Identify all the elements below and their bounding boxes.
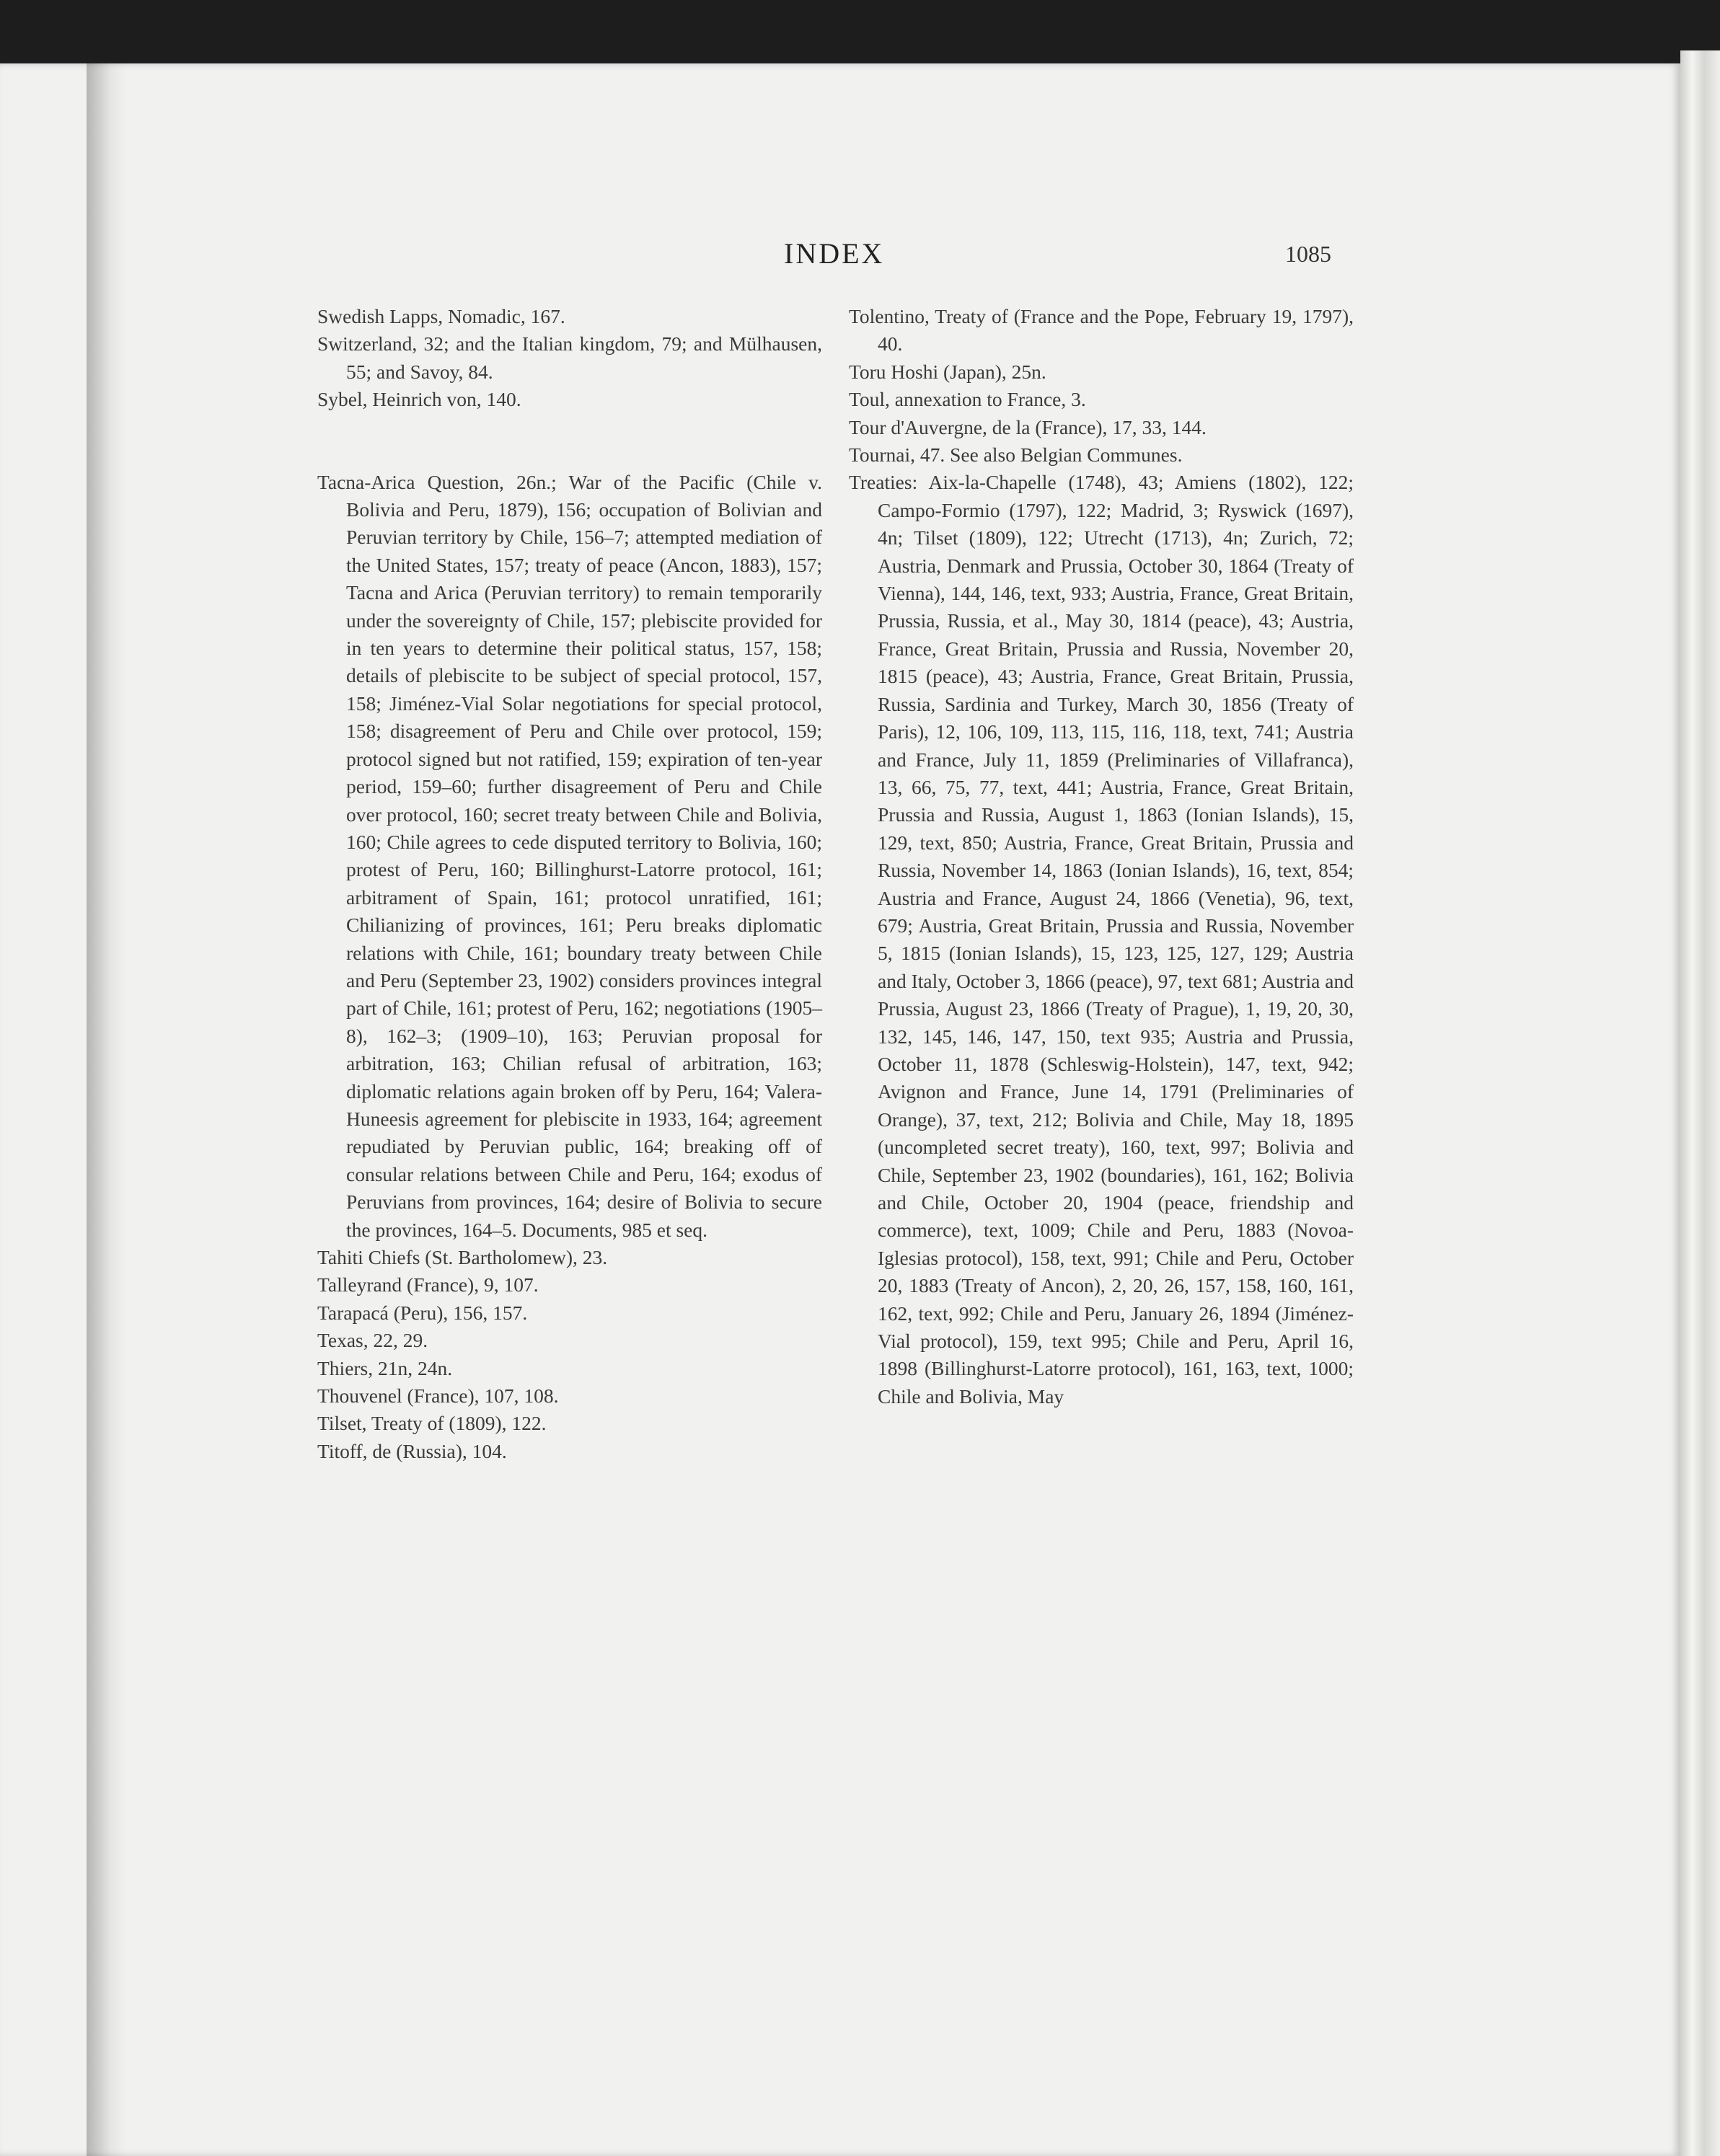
index-entry: Toul, annexation to France, 3. [849, 388, 1086, 411]
index-entry: Toru Hoshi (Japan), 25n. [849, 360, 1046, 383]
page-number: 1085 [1285, 241, 1331, 267]
page-edge [1680, 50, 1720, 2156]
index-entry: Tacna-Arica Question, 26n.; War of the Pacific (Chile v. Bolivia and Peru, 1879), 156; occupation of Bolivian and Peruvian territory by Chile, 156–7; attempted mediation of the United States, 157; treaty of peace (Ancon, 1883), 157; Tacna and Arica (Peruvian territory) to remain temporarily under the sovereignty of Chile, 157; plebiscite provided for in ten years to determine their political status, 157, 158; details of plebiscite to be subject of special protocol, 157, 158; Jiménez-Vial Solar negotiations for special protocol, 158; disagreement of Peru and Chile over protocol, 159; protocol signed but not ratified, 159; expiration of ten-year period, 159–60; further disagreement of Peru and Chile over protocol, 160; secret treaty between Chile and Bolivia, 160; Chile agrees to cede disputed territory to Bolivia, 160; protest of Peru, 160; Billinghurst-Latorre protocol, 161; arbitrament of Spain, 161; protocol unratified, 161; Chilianizing of provinces, 161; Peru breaks diplomatic relations with Chile, 161; boundary treaty between Chile and Peru (September 23, 1902) considers provinces integral part of Chile, 161; protest of Peru, 162; negotiations (1905–8), 162–3; (1909–10), 163; Peruvian proposal for arbitration, 163; Chilian refusal of arbitration, 163; diplomatic relations again broken off by Peru, 164; Valera-Huneesis agreement for plebiscite in 1933, 164; agreement repudiated by Peruvian public, 164; breaking off of consular relations between Chile and Peru, 164; exodus of Peruvians from provinces, 164; desire of Bolivia to secure the provinces, 164–5. Documents, 985 et seq. [317, 470, 822, 1241]
index-entry: Texas, 22, 29. [317, 1329, 428, 1352]
index-entry: Switzerland, 32; and the Italian kingdom, 79; and Mülhausen, 55; and Savoy, 84. [317, 332, 822, 383]
index-entry: Thouvenel (France), 107, 108. [317, 1384, 559, 1408]
book-page [0, 63, 1680, 2156]
index-entry: Treaties: Aix-la-Chapelle (1748), 43; Amiens (1802), 122; Campo-Formio (1797), 122; Madrid, 3; Ryswick (1697), 4n; Tilset (1809), 122; Utrecht (1713), 4n; Zurich, 72; Austria, Denmark and Prussia, October 30, 1864 (Treaty of Vienna), 144, 146, text, 933; Austria, France, Great Britain, Prussia, Russia, et al., May 30, 1814 (peace), 43; Austria, France, Great Britain, Prussia and Russia, November 20, 1815 (peace), 43; Austria, France, Great Britain, Prussia, Russia, Sardinia and Turkey, March 30, 1856 (Treaty of Paris), 12, 106, 109, 113, 115, 116, 118, text, 741; Austria and France, July 11, 1859 (Preliminaries of Villafranca), 13, 66, 75, 77, text, 441; Austria, France, Great Britain, Prussia and Russia, August 1, 1863 (Ionian Islands), 15, 129, text, 850; Austria, France, Great Britain, Prussia and Russia, November 14, 1863 (Ionian Islands), 16, text, 854; Austria and France, August 24, 1866 (Venetia), 96, text, 679; Austria, Great Britain, Prussia and Russia, November 5, 1815 (Ionian Islands), 15, 123, 125, 127, 129; Austria and Italy, October 3, 1866 (peace), 97, text 681; Austria and Prussia, August 23, 1866 (Treaty of Prague), 1, 19, 20, 30, 132, 145, 146, 147, 150, text 935; Austria and Prussia, October 11, 1878 (Schleswig-Holstein), 147, text, 942; Avignon and France, June 14, 1791 (Preliminaries of Orange), 37, text, 212; Bolivia and Chile, May 18, 1895 (uncompleted secret treaty), 160, text, 997; Bolivia and Chile, September 23, 1902 (boundaries), 161, 162; Bolivia and Chile, October 20, 1904 (peace, friendship and commerce), text, 1009; Chile and Peru, 1883 (Novoa-Iglesias protocol), 158, text, 991; Chile and Peru, October 20, 1883 (Treaty of Ancon), 2, 20, 26, 157, 158, 160, 161, 162, text, 992; Chile and Peru, January 26, 1894 (Jiménez-Vial protocol), 159, text 995; Chile and Peru, April 16, 1898 (Billinghurst-Latorre protocol), 161, 163, text, 1000; Chile and Bolivia, May [849, 471, 1354, 1408]
page-header [0, 237, 1680, 280]
index-entry: Thiers, 21n, 24n. [317, 1356, 453, 1379]
index-entry: Titoff, de (Russia), 104. [317, 1439, 507, 1462]
page-gutter-shadow [87, 63, 126, 2156]
index-entry: Talleyrand (France), 9, 107. [317, 1273, 539, 1296]
index-entry: Tournai, 47. See also Belgian Communes. [849, 443, 1183, 467]
index-entry: Sybel, Heinrich von, 140. [317, 388, 521, 411]
index-entry: Tour d'Auvergne, de la (France), 17, 33, 144. [849, 415, 1207, 438]
index-entry: Tarapacá (Peru), 156, 157. [317, 1301, 528, 1324]
index-column-left [317, 303, 822, 1465]
index-entry: Tolentino, Treaty of (France and the Pope, February 19, 1797), 40. [849, 305, 1354, 355]
index-entry: Swedish Lapps, Nomadic, 167. [317, 305, 565, 327]
running-head: INDEX [784, 237, 885, 270]
index-entry: Tahiti Chiefs (St. Bartholomew), 23. [317, 1246, 608, 1268]
section-gap [317, 414, 822, 469]
index-column-right [849, 303, 1354, 1410]
index-entry: Tilset, Treaty of (1809), 122. [317, 1412, 547, 1435]
